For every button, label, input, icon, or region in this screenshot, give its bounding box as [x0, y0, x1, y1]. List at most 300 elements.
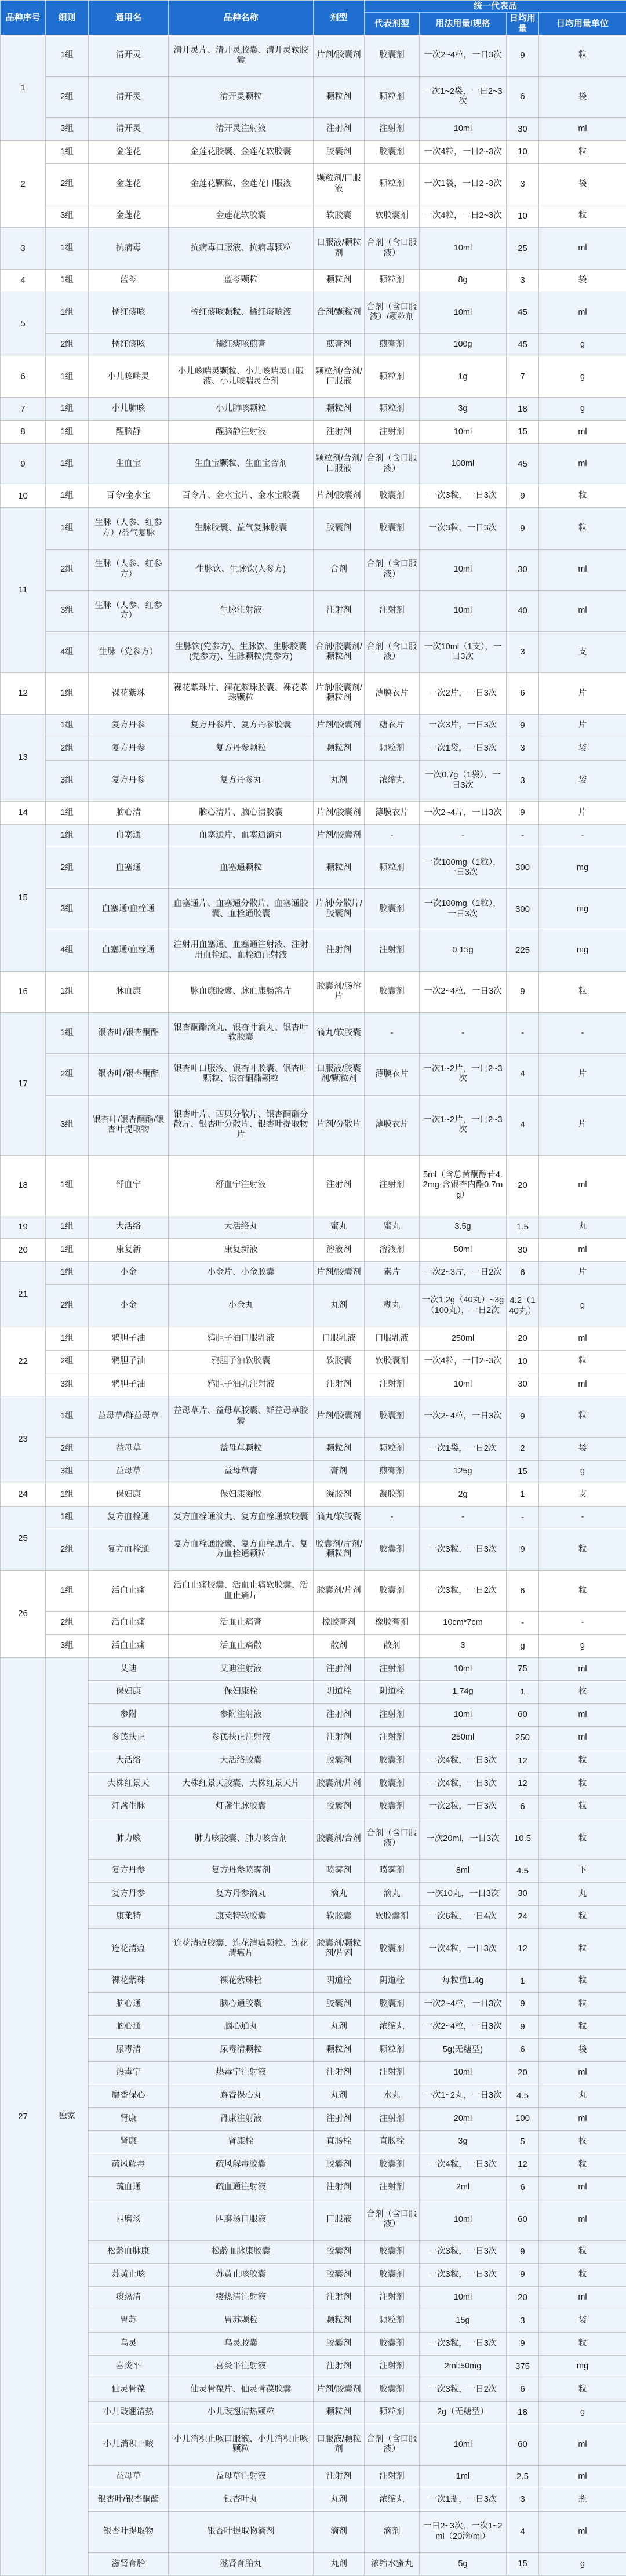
table-row — [1, 1635, 626, 1658]
cell-usage: 一次6粒，一日4次 — [420, 1905, 507, 1929]
cell-usage: 10cm*7cm — [420, 1611, 507, 1635]
cell-product-name: 滋肾育胎丸 — [169, 2552, 314, 2575]
cell-generic-name: 热毒宁 — [89, 2061, 169, 2084]
cell-daily-unit: 粒 — [539, 35, 626, 77]
cell-product-name: 鸦胆子油软胶囊 — [169, 1350, 314, 1373]
cell-dosage-form: 注射剂 — [314, 420, 365, 443]
cell-dosage-form: 丸剂 — [314, 2015, 365, 2039]
cell-generic-name: 舒血宁 — [89, 1155, 169, 1216]
cell-group: 独家 — [46, 1658, 89, 2576]
table-row — [1, 443, 626, 485]
cell-rep-form: 蜜丸 — [365, 1216, 420, 1239]
cell-daily-dose: 4.5 — [507, 2084, 539, 2108]
cell-generic-name: 连花清瘟 — [89, 1929, 169, 1970]
cell-daily-unit: ml — [539, 1726, 626, 1749]
cell-rep-form: 软胶囊剂 — [365, 205, 420, 228]
table-row — [1, 2107, 626, 2130]
cell-daily-dose: 100 — [507, 2107, 539, 2130]
cell-daily-unit: 袋 — [539, 737, 626, 761]
cell-dosage-form: 注射剂 — [314, 2107, 365, 2130]
cell-daily-dose: 9 — [507, 1396, 539, 1437]
cell-daily-unit: 袋 — [539, 1437, 626, 1460]
cell-usage: 一次1瓶，一日3次 — [420, 2488, 507, 2512]
cell-product-name: 银杏叶口服液、银杏叶胶囊、银杏叶颗粒、银杏酮酯颗粒 — [169, 1054, 314, 1095]
cell-product-name: 鸦胆子油口服乳液 — [169, 1327, 314, 1350]
cell-dosage-form: 注射剂 — [314, 2465, 365, 2488]
cell-usage: 一次2片，一日3次 — [420, 673, 507, 714]
cell-generic-name: 小儿豉翘清热 — [89, 2401, 169, 2424]
cell-product-name: 保妇康栓 — [169, 1680, 314, 1704]
cell-rep-form: 胶囊剂 — [365, 508, 420, 549]
cell-usage: 10ml — [420, 1373, 507, 1396]
cell-rep-form: 胶囊剂 — [365, 1772, 420, 1795]
cell-rep-form: 胶囊剂 — [365, 2240, 420, 2264]
cell-product-name: 清开灵片、清开灵胶囊、清开灵软胶囊 — [169, 35, 314, 77]
cell-daily-dose: 3 — [507, 163, 539, 205]
table-row — [1, 2488, 626, 2512]
cell-daily-dose: 9 — [507, 801, 539, 824]
table-row — [1, 1327, 626, 1350]
table-row — [1, 737, 626, 761]
cell-rep-form: 合剂（含口服液） — [365, 632, 420, 673]
cell-daily-dose: 9 — [507, 2240, 539, 2264]
cell-rep-form: 浓缩水蜜丸 — [365, 2552, 420, 2575]
cell-daily-unit: g — [539, 2401, 626, 2424]
cell-product-name: 四磨汤口服液 — [169, 2199, 314, 2240]
cell-dosage-form: 片剂/胶囊剂 — [314, 1261, 365, 1285]
cell-daily-dose: 20 — [507, 2061, 539, 2084]
cell-dosage-form: 丸剂 — [314, 2552, 365, 2575]
cell-usage: 3g — [420, 398, 507, 421]
cell-seq: 8 — [1, 420, 46, 443]
cell-usage: 250ml — [420, 1726, 507, 1749]
cell-daily-unit: 丸 — [539, 1882, 626, 1905]
cell-daily-dose: 9 — [507, 714, 539, 737]
cell-generic-name: 银杏叶/银杏酮酯 — [89, 1013, 169, 1054]
cell-seq: 11 — [1, 508, 46, 673]
cell-generic-name: 大活络 — [89, 1216, 169, 1239]
cell-generic-name: 康莱特 — [89, 1905, 169, 1929]
cell-dosage-form: 软胶囊 — [314, 1350, 365, 1373]
cell-usage: 10ml — [420, 118, 507, 141]
cell-dosage-form: 胶囊剂/片剂 — [314, 1570, 365, 1611]
cell-generic-name: 参附 — [89, 1704, 169, 1727]
cell-dosage-form: 颗粒剂/合剂/口服液 — [314, 443, 365, 485]
cell-generic-name: 肾康 — [89, 2130, 169, 2153]
cell-rep-form: 糖衣片 — [365, 714, 420, 737]
cell-dosage-form: 片剂/胶囊剂 — [314, 35, 365, 77]
cell-group: 1组 — [46, 141, 89, 164]
table-row — [1, 1611, 626, 1635]
cell-usage: 5g(无糖型) — [420, 2039, 507, 2062]
cell-seq: 22 — [1, 1327, 46, 1396]
cell-usage: 15g — [420, 2309, 507, 2333]
cell-product-name: 复方血栓通滴丸、复方血栓通软胶囊 — [169, 1506, 314, 1529]
cell-dosage-form: 胶囊剂/颗粒剂/片剂 — [314, 1929, 365, 1970]
cell-generic-name: 小儿咳喘灵 — [89, 356, 169, 398]
cell-product-name: 胃苏颗粒 — [169, 2309, 314, 2333]
cell-product-name: 脑心通胶囊 — [169, 1993, 314, 2016]
cell-dosage-form: 胶囊剂 — [314, 2153, 365, 2177]
cell-usage: 一次3粒，一日3次 — [420, 1529, 507, 1570]
cell-product-name: 苏黄止咳胶囊 — [169, 2264, 314, 2287]
table-row — [1, 2153, 626, 2177]
table-row — [1, 1818, 626, 1860]
cell-daily-dose: 7 — [507, 356, 539, 398]
cell-dosage-form: 颗粒剂 — [314, 737, 365, 761]
cell-seq: 21 — [1, 1261, 46, 1327]
cell-usage: 2ml — [420, 2176, 507, 2199]
cell-daily-unit: - — [539, 824, 626, 847]
cell-generic-name: 小儿消积止咳 — [89, 2424, 169, 2465]
cell-daily-dose: 18 — [507, 398, 539, 421]
cell-daily-unit: 丸 — [539, 2084, 626, 2108]
cell-daily-dose: - — [507, 1013, 539, 1054]
cell-rep-form: 胶囊剂 — [365, 35, 420, 77]
cell-product-name: 复方血栓通胶囊、复方血栓通片、复方血栓通颗粒 — [169, 1529, 314, 1570]
cell-product-name: 活血止痛散 — [169, 1635, 314, 1658]
cell-daily-dose: 9 — [507, 508, 539, 549]
cell-group: 1组 — [46, 1155, 89, 1216]
cell-daily-dose: 3 — [507, 632, 539, 673]
cell-group: 4组 — [46, 930, 89, 971]
cell-daily-dose: 4 — [507, 1095, 539, 1155]
cell-group: 1组 — [46, 1506, 89, 1529]
cell-rep-form: 溶液剂 — [365, 1239, 420, 1262]
cell-product-name: 舒血宁注射液 — [169, 1155, 314, 1216]
cell-usage: 一次100mg（1粒），一日3次 — [420, 847, 507, 889]
cell-daily-dose: - — [507, 1506, 539, 1529]
table-row — [1, 1216, 626, 1239]
cell-rep-form: 软胶囊剂 — [365, 1905, 420, 1929]
cell-daily-unit: mg — [539, 889, 626, 930]
cell-rep-form: 颗粒剂 — [365, 737, 420, 761]
cell-generic-name: 尿毒清 — [89, 2039, 169, 2062]
cell-product-name: 大活络丸 — [169, 1216, 314, 1239]
cell-daily-unit: ml — [539, 1658, 626, 1681]
cell-dosage-form: 凝胶剂 — [314, 1483, 365, 1507]
cell-usage: 一次20ml，一日3次 — [420, 1818, 507, 1860]
table-row — [1, 1882, 626, 1905]
table-row — [1, 1860, 626, 1883]
cell-daily-dose: 9 — [507, 2332, 539, 2355]
cell-dosage-form: 直肠栓 — [314, 2130, 365, 2153]
cell-generic-name: 复方丹参 — [89, 1860, 169, 1883]
table-row — [1, 2199, 626, 2240]
cell-product-name: 仙灵骨葆片、仙灵骨葆胶囊 — [169, 2378, 314, 2402]
cell-generic-name: 脉血康 — [89, 971, 169, 1012]
cell-dosage-form: 片剂/胶囊剂 — [314, 485, 365, 508]
cell-generic-name: 参芪扶正 — [89, 1726, 169, 1749]
cell-group: 3组 — [46, 118, 89, 141]
cell-dosage-form: 颗粒剂 — [314, 847, 365, 889]
cell-dosage-form: 片剂/胶囊剂 — [314, 1396, 365, 1437]
cell-rep-form: 颗粒剂 — [365, 847, 420, 889]
cell-rep-form: 颗粒剂 — [365, 2309, 420, 2333]
cell-seq: 2 — [1, 141, 46, 228]
cell-product-name: 脑心清片、脑心清胶囊 — [169, 801, 314, 824]
cell-daily-dose: 1 — [507, 1970, 539, 1993]
table-row — [1, 2264, 626, 2287]
cell-daily-unit: 袋 — [539, 77, 626, 118]
cell-rep-form: 橡胶膏剂 — [365, 1611, 420, 1635]
cell-generic-name: 胃苏 — [89, 2309, 169, 2333]
cell-product-name: 活血止痛胶囊、活血止痛软胶囊、活血止痛片 — [169, 1570, 314, 1611]
cell-group: 3组 — [46, 760, 89, 801]
cell-product-name: 银杏叶片、西贝分散片、银杏酮酯分散片、银杏叶分散片、银杏叶提取物片 — [169, 1095, 314, 1155]
cell-generic-name: 鸦胆子油 — [89, 1373, 169, 1396]
cell-daily-dose: 4 — [507, 2511, 539, 2552]
table-row — [1, 971, 626, 1012]
cell-generic-name: 益母草 — [89, 1460, 169, 1483]
table-row — [1, 1095, 626, 1155]
cell-seq: 16 — [1, 971, 46, 1012]
cell-dosage-form: 胶囊剂 — [314, 2240, 365, 2264]
cell-daily-dose: 300 — [507, 847, 539, 889]
cell-usage: 50ml — [420, 1239, 507, 1262]
cell-dosage-form: 蜜丸 — [314, 1216, 365, 1239]
cell-product-name: 大活络胶囊 — [169, 1749, 314, 1773]
cell-generic-name: 银杏叶/银杏酮酯 — [89, 1054, 169, 1095]
cell-daily-unit: ml — [539, 118, 626, 141]
cell-product-name: 醒脑静注射液 — [169, 420, 314, 443]
cell-daily-dose: 6 — [507, 77, 539, 118]
cell-dosage-form: 口服液/颗粒剂 — [314, 228, 365, 269]
cell-rep-form: 合剂（含口服液） — [365, 228, 420, 269]
cell-dosage-form: 注射剂 — [314, 2286, 365, 2309]
col-header-generic-name: 通用名 — [89, 1, 169, 35]
cell-generic-name: 银杏叶/银杏酮酯 — [89, 2488, 169, 2512]
table-row — [1, 1396, 626, 1437]
cell-usage: 100ml — [420, 443, 507, 485]
cell-daily-dose: 6 — [507, 1570, 539, 1611]
table-row — [1, 673, 626, 714]
cell-daily-unit: ml — [539, 292, 626, 333]
cell-generic-name: 仙灵骨葆 — [89, 2378, 169, 2402]
table-row — [1, 1929, 626, 1970]
cell-daily-dose: 6 — [507, 1795, 539, 1818]
cell-generic-name: 活血止痛 — [89, 1570, 169, 1611]
cell-rep-form: 阴道栓 — [365, 1680, 420, 1704]
cell-usage: 一次4粒，一日2~3次 — [420, 141, 507, 164]
cell-dosage-form: 颗粒剂/口服液 — [314, 163, 365, 205]
col-header-dosage-form: 剂型 — [314, 1, 365, 35]
cell-daily-unit: ml — [539, 549, 626, 590]
cell-rep-form: 喷雾剂 — [365, 1860, 420, 1883]
cell-rep-form: - — [365, 824, 420, 847]
table-row — [1, 1054, 626, 1095]
cell-daily-dose: 4.2（140丸） — [507, 1285, 539, 1327]
cell-rep-form: 颗粒剂 — [365, 2039, 420, 2062]
table-row — [1, 2332, 626, 2355]
cell-rep-form: 浓缩丸 — [365, 760, 420, 801]
cell-dosage-form: 注射剂 — [314, 590, 365, 631]
cell-generic-name: 抗病毒 — [89, 228, 169, 269]
cell-rep-form: 浓缩丸 — [365, 2015, 420, 2039]
cell-dosage-form: 注射剂 — [314, 2061, 365, 2084]
cell-dosage-form: 丸剂 — [314, 2084, 365, 2108]
cell-daily-unit: 袋 — [539, 269, 626, 292]
cell-usage: 一次2~4粒，一日3次 — [420, 35, 507, 77]
cell-dosage-form: 丸剂 — [314, 760, 365, 801]
cell-daily-unit: 支 — [539, 1483, 626, 1507]
cell-rep-form: 颗粒剂 — [365, 398, 420, 421]
cell-rep-form: 合剂（含口服液） — [365, 549, 420, 590]
cell-seq: 3 — [1, 228, 46, 269]
cell-daily-unit: 粒 — [539, 2015, 626, 2039]
cell-dosage-form: 注射剂 — [314, 2355, 365, 2378]
cell-generic-name: 活血止痛 — [89, 1611, 169, 1635]
cell-dosage-form: 滴剂 — [314, 2511, 365, 2552]
cell-daily-dose: 25 — [507, 228, 539, 269]
cell-product-name: 连花清瘟胶囊、连花清瘟颗粒、连花清瘟片 — [169, 1929, 314, 1970]
cell-dosage-form: 颗粒剂/合剂/口服液 — [314, 356, 365, 398]
cell-daily-dose: 9 — [507, 485, 539, 508]
cell-generic-name: 复方丹参 — [89, 760, 169, 801]
cell-generic-name: 复方丹参 — [89, 737, 169, 761]
cell-daily-unit: mg — [539, 930, 626, 971]
cell-product-name: 益母草注射液 — [169, 2465, 314, 2488]
cell-group: 1组 — [46, 443, 89, 485]
cell-daily-dose: 15 — [507, 420, 539, 443]
cell-dosage-form: 口服液 — [314, 2199, 365, 2240]
cell-rep-form: 阴道栓 — [365, 1970, 420, 1993]
cell-generic-name: 金莲花 — [89, 163, 169, 205]
cell-generic-name: 疏风解毒 — [89, 2153, 169, 2177]
cell-usage: 一次4粒，一日2~3次 — [420, 1350, 507, 1373]
cell-daily-dose: 5 — [507, 2130, 539, 2153]
cell-daily-dose: 20 — [507, 1327, 539, 1350]
cell-product-name: 金莲花软胶囊 — [169, 205, 314, 228]
cell-seq: 17 — [1, 1013, 46, 1156]
cell-dosage-form: 软胶囊 — [314, 1905, 365, 1929]
cell-usage: 一次3粒，一日3次 — [420, 2264, 507, 2287]
cell-group: 1组 — [46, 971, 89, 1012]
cell-daily-dose: 6 — [507, 2039, 539, 2062]
cell-daily-dose: 300 — [507, 889, 539, 930]
table-row — [1, 228, 626, 269]
cell-usage: 一次2~4粒，一日3次 — [420, 971, 507, 1012]
cell-generic-name: 清开灵 — [89, 77, 169, 118]
cell-rep-form: 注射剂 — [365, 930, 420, 971]
table-row — [1, 2130, 626, 2153]
cell-daily-unit: ml — [539, 2511, 626, 2552]
cell-usage: 3 — [420, 1635, 507, 1658]
cell-usage: 一次3粒，一日3次 — [420, 2332, 507, 2355]
cell-rep-form: 胶囊剂 — [365, 2378, 420, 2402]
cell-rep-form: 煎膏剂 — [365, 1460, 420, 1483]
table-row — [1, 2039, 626, 2062]
cell-generic-name: 复方丹参 — [89, 1882, 169, 1905]
cell-daily-unit: 粒 — [539, 1970, 626, 1993]
cell-generic-name: 保妇康 — [89, 1483, 169, 1507]
cell-usage: 10ml — [420, 2286, 507, 2309]
cell-product-name: 清开灵注射液 — [169, 118, 314, 141]
cell-dosage-form: 合剂/胶囊剂/颗粒剂 — [314, 632, 365, 673]
cell-usage: 一次3粒，一日2次 — [420, 2378, 507, 2402]
cell-product-name: 益母草膏 — [169, 1460, 314, 1483]
table-row — [1, 2309, 626, 2333]
cell-usage: 一次1~2片，一日2~3次 — [420, 1054, 507, 1095]
table-row — [1, 1373, 626, 1396]
cell-dosage-form: 注射剂 — [314, 1155, 365, 1216]
cell-generic-name: 保妇康 — [89, 1680, 169, 1704]
cell-usage: - — [420, 1506, 507, 1529]
cell-daily-unit: 片 — [539, 714, 626, 737]
cell-daily-unit: 片 — [539, 1261, 626, 1285]
table-row — [1, 1570, 626, 1611]
cell-usage: 一次3粒，一日3次 — [420, 485, 507, 508]
table-row — [1, 632, 626, 673]
col-header-daily-unit: 日均用量单位 — [539, 13, 626, 35]
cell-rep-form: 滴剂 — [365, 2511, 420, 2552]
cell-rep-form: 薄膜衣片 — [365, 1054, 420, 1095]
cell-product-name: 小儿豉翘清热颗粒 — [169, 2401, 314, 2424]
cell-rep-form: 胶囊剂 — [365, 971, 420, 1012]
cell-usage: 一次4粒，一日3次 — [420, 1772, 507, 1795]
cell-usage: 10ml — [420, 420, 507, 443]
cell-dosage-form: 丸剂 — [314, 2488, 365, 2512]
cell-daily-unit: g — [539, 356, 626, 398]
cell-dosage-form: 溶液剂 — [314, 1239, 365, 1262]
cell-product-name: 热毒宁注射液 — [169, 2061, 314, 2084]
cell-daily-unit: 片 — [539, 801, 626, 824]
cell-generic-name: 脑心通 — [89, 1993, 169, 2016]
cell-dosage-form: 片剂/胶囊剂 — [314, 714, 365, 737]
cell-group: 1组 — [46, 801, 89, 824]
cell-generic-name: 乌灵 — [89, 2332, 169, 2355]
cell-daily-unit: 片 — [539, 673, 626, 714]
cell-product-name: 生脉饮(党参方)、生脉饮、生脉胶囊(党参方)、生脉颗粒(党参方) — [169, 632, 314, 673]
cell-usage: 100g — [420, 333, 507, 356]
cell-group: 2组 — [46, 163, 89, 205]
cell-generic-name: 醒脑静 — [89, 420, 169, 443]
cell-usage: 一次4粒，一日3次 — [420, 2153, 507, 2177]
cell-daily-unit: 粒 — [539, 1795, 626, 1818]
cell-usage: 每粒重1.4g — [420, 1970, 507, 1993]
cell-daily-unit: ml — [539, 2424, 626, 2465]
cell-daily-unit: ml — [539, 1327, 626, 1350]
cell-usage: 一次4粒，一日2~3次 — [420, 205, 507, 228]
table-row — [1, 163, 626, 205]
cell-daily-unit: - — [539, 1506, 626, 1529]
cell-daily-unit: 粒 — [539, 508, 626, 549]
cell-usage: 一次3片，一日3次 — [420, 714, 507, 737]
cell-dosage-form: 胶囊剂 — [314, 1993, 365, 2016]
cell-rep-form: 注射剂 — [365, 2176, 420, 2199]
cell-product-name: 活血止痛膏 — [169, 1611, 314, 1635]
cell-product-name: 尿毒清颗粒 — [169, 2039, 314, 2062]
cell-daily-unit: 粒 — [539, 2240, 626, 2264]
cell-generic-name: 金莲花 — [89, 141, 169, 164]
cell-daily-unit: mg — [539, 847, 626, 889]
cell-dosage-form: 滴丸/软胶囊 — [314, 1013, 365, 1054]
cell-rep-form: 胶囊剂 — [365, 1396, 420, 1437]
cell-group: 1组 — [46, 508, 89, 549]
table-row — [1, 1155, 626, 1216]
cell-product-name: 复方丹参喷雾剂 — [169, 1860, 314, 1883]
table-row — [1, 1506, 626, 1529]
col-header-seq: 品种序号 — [1, 1, 46, 35]
cell-rep-form: 注射剂 — [365, 1658, 420, 1681]
table-row — [1, 1658, 626, 1681]
cell-rep-form: 注射剂 — [365, 2355, 420, 2378]
cell-usage: 2ml:50mg — [420, 2355, 507, 2378]
cell-generic-name: 小儿肺咳 — [89, 398, 169, 421]
cell-daily-dose: 375 — [507, 2355, 539, 2378]
cell-rep-form: 软胶囊剂 — [365, 1350, 420, 1373]
cell-daily-unit: ml — [539, 2286, 626, 2309]
